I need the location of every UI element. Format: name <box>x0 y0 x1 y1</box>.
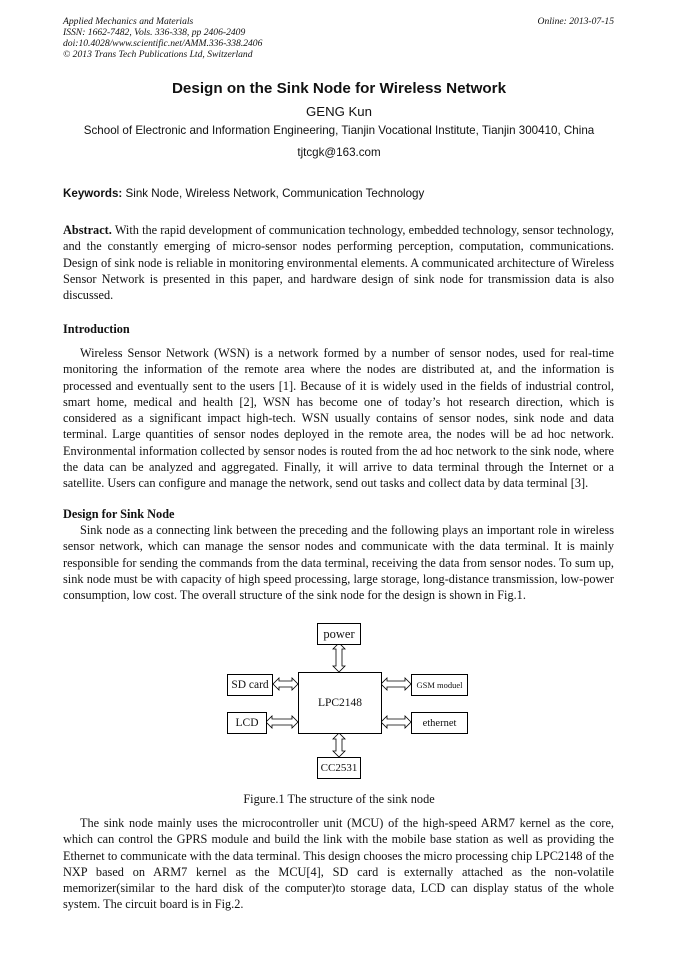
keywords-text: Sink Node, Wireless Network, Communication Technology <box>125 187 425 200</box>
abstract-label: Abstract. <box>63 223 112 237</box>
cc2531-box: CC2531 <box>317 757 361 779</box>
keywords-label: Keywords: <box>63 187 123 200</box>
journal-name: Applied Mechanics and Materials <box>63 16 194 27</box>
arrow-lcd-cpu <box>266 716 298 728</box>
sd-card-box: SD card <box>227 674 273 696</box>
online-date: Online: 2013-07-15 <box>537 16 614 27</box>
lpc2148-box: LPC2148 <box>298 672 382 734</box>
sink-node-structure-diagram <box>225 620 470 784</box>
abstract-paragraph <box>63 222 614 303</box>
keywords-line <box>63 187 424 200</box>
body-paragraph: The sink node mainly uses the microcontroller unit (MCU) of the high-speed ARM7 kernel as the core, which can control the GPRS module and build the link with the mobile base station as well as providing the Ethernet to communicate with the data terminal. This design chooses the micro processing chip LPC2148 of the NXP based on ARM7 kernel as the MCU[4], SD card is externally attached as the non-volatile memorizer(similar to the hard disk of the computer)to storage data, LCD can display status of the whole system. The circuit board is in Fig.2. <box>63 816 614 912</box>
author-name: GENG Kun <box>306 104 372 119</box>
power-box: power <box>317 623 361 645</box>
arrow-cpu-ethernet <box>381 716 411 728</box>
author-email: tjtcgk@163.com <box>297 146 381 159</box>
ethernet-box: ethernet <box>411 712 468 734</box>
arrow-sd-cpu <box>273 678 298 690</box>
design-heading: Design for Sink Node <box>63 507 175 521</box>
paper-title: Design on the Sink Node for Wireless Network <box>171 80 507 97</box>
introduction-paragraph: Wireless Sensor Network (WSN) is a network formed by a number of sensor nodes, used for real-time monitoring the information of the remote area where the nodes are distributed at, and the information is processed and eventually sent to the users [1]. Because of it is widely used in the fields of industrial control, smart home, medical and health [2], WSN has become one of today’s hot research direction, which is considered as a significant impact high-tech. WSN usually contains of sensor nodes, sink node and data terminal. Large quantities of sensor nodes deployed in the remote area, the nodes will be ad hoc network. Environmental information collected by sensor nodes is routed from the ad hoc network to the sink node, where the data can be analyzed and aggregated. Finally, it will arrive to data terminal through the Internet or a satellite. Users can configure and manage the network, send out tasks and collect data by data terminal [3]. <box>63 346 614 491</box>
doi-line: doi:10.4028/www.scientific.net/AMM.336-338.2406 <box>63 38 263 49</box>
lcd-box: LCD <box>227 712 267 734</box>
design-paragraph: Sink node as a connecting link between the preceding and the following plays an important role in wireless sensor network, which can manage the sensor nodes and communicate with the data terminal. It is mainly responsible for sending the commands from the data terminal, receiving the data from sensor nodes. To sum up, sink node must be with capacity of high speed processing, large storage, long-distance transmission, low-power consumption, low cost. The overall structure of the sink node for the design is shown in Fig.1. <box>63 523 614 603</box>
arrow-cpu-gsm <box>381 678 411 690</box>
figure-caption: Figure.1 The structure of the sink node <box>243 792 435 806</box>
issn-line: ISSN: 1662-7482, Vols. 336-338, pp 2406-2409 <box>63 27 246 38</box>
gsm-module-box: GSM moduel <box>411 674 468 696</box>
arrow-cpu-cc2531 <box>333 733 345 757</box>
arrow-power-cpu <box>333 643 345 672</box>
abstract-text: With the rapid development of communication technology, embedded technology, sensor technology, and the constantly emerging of micro-sensor nodes performing perception, computation, communications. Design of sink node is reliable in monitoring environmental elements. A communicated architecture of Wireless Sensor Network is presented in this paper, and hardware design of sink node for transmission data is also discussed. <box>63 223 614 303</box>
author-affiliation: School of Electronic and Information Engineering, Tianjin Vocational Institute, Tianjin 300410, China <box>83 124 595 137</box>
journal-header <box>63 16 262 60</box>
introduction-heading: Introduction <box>63 322 130 336</box>
copyright-line: © 2013 Trans Tech Publications Ltd, Switzerland <box>63 49 253 60</box>
